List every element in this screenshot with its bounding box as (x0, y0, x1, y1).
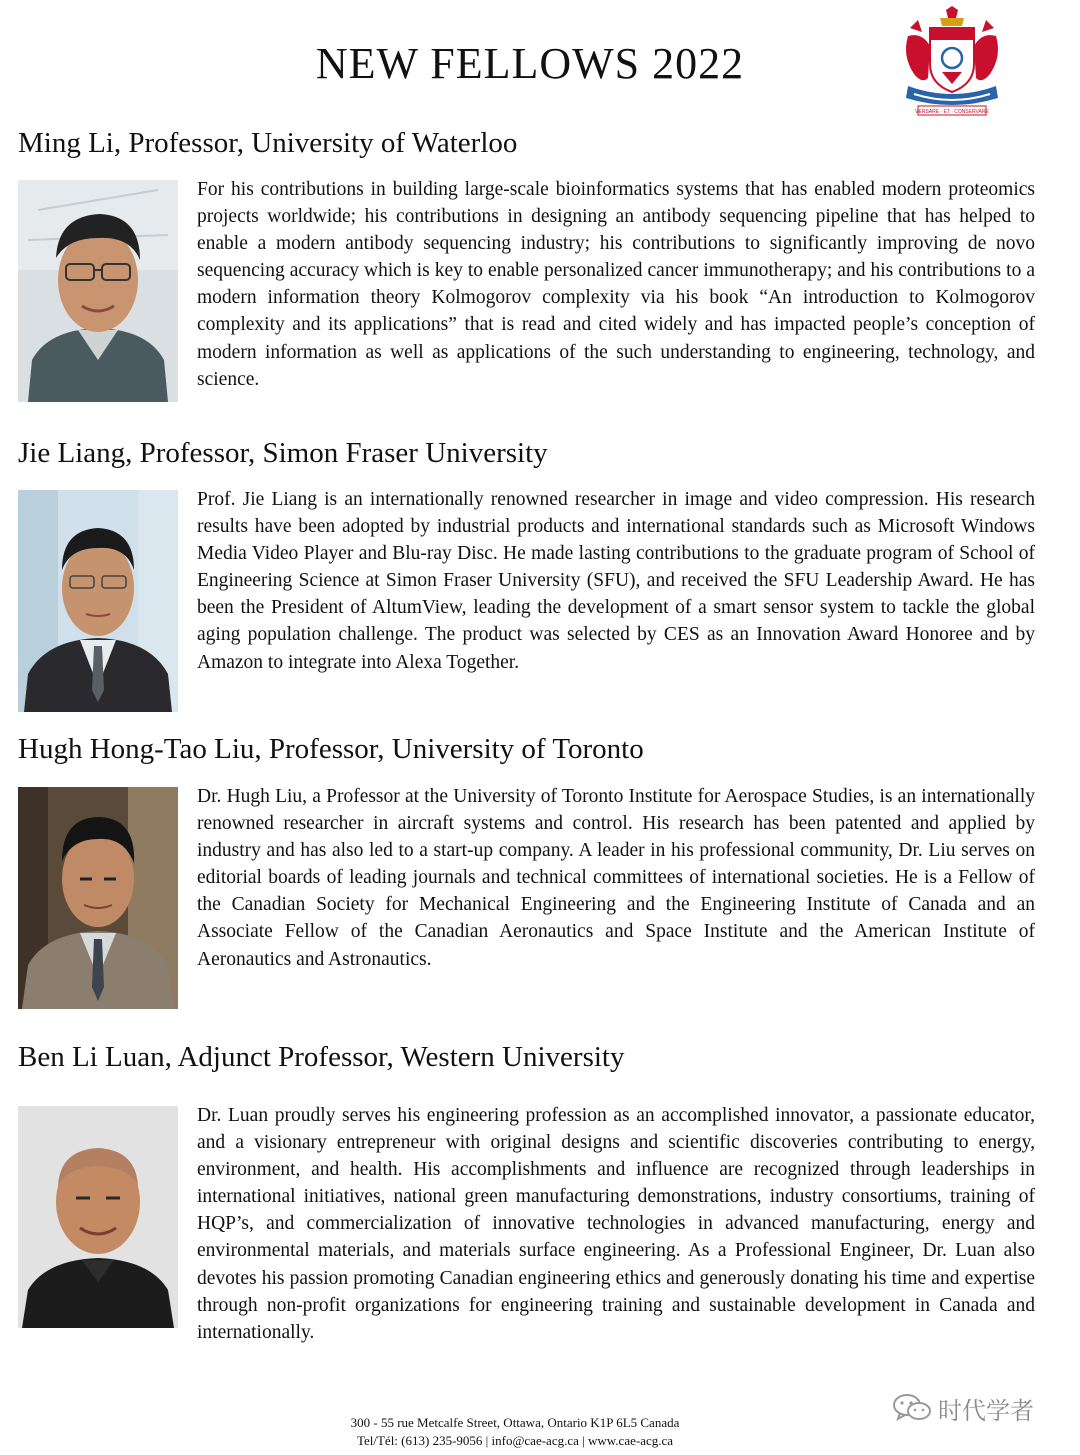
fellow-bio: Dr. Luan proudly serves his engineering profession as an accomplished innovator, a passionate educator, and a visionary entrepreneur with original designs and scientific discoveries contributing to energy, environment, and health. His accomplishments and influence are recognized through leaderships in international initiatives, national green manufacturing demonstrations, industry consortiums, training of HQP’s, and commercialization of innovative technologies in advanced manufacturing, energy and environmental materials, and materials surface engineering. As a Professional Engineer, Dr. Luan also devotes his passion promoting Canadian engineering ethics and generously donating his time and expertise through non-profit organizations for engineering training and sustainable development in Canada and internationally. (197, 1105, 1035, 1343)
fellow-photo (18, 490, 178, 712)
fellow-name: Jie Liang, Professor, Simon Fraser University (18, 437, 548, 469)
fellow-bio: Dr. Hugh Liu, a Professor at the University of Toronto Institute for Aerospace Studies, is an internationally renowned researcher in aircraft systems and control. His research has been patented and applied by industry and has also led to a start-up company. A leader in his professional community, Dr. Liu serves on editorial boards of leading journals and technical committees of international societies. He is a Fellow of the Canadian Society for Mechanical Engineering and the Engineering Institute of Canada and an Associate Fellow of the Canadian Aeronautics and Space Institute and the American Institute of Aeronautics and Astronautics. (197, 786, 1035, 970)
wechat-icon (892, 1392, 932, 1424)
crest-logo (900, 6, 1004, 118)
fellow-photo (18, 1106, 178, 1328)
crest-motto: VERSARE · ET · CONSERVARE (915, 109, 989, 115)
footer-contact: Tel/Tél: (613) 235-9056 | info@cae-acg.ca | www.cae-acg.ca (356, 1433, 674, 1448)
fellow-bio: For his contributions in building large-scale bioinformatics systems that has enabled modern proteomics projects worldwide; his contributions in designing an antibody sequencing pipeline that has helped to enable a modern antibody sequencing industry; his contributions to significantly improving de novo sequencing accuracy which is key to enable personalized cancer immunotherapy; and his contributions to a modern information theory Kolmogorov complexity via his book “An introduction to Kolmogorov complexity and its applications” that is read and cited widely and has impacted people’s conception of modern information as well as applications of the such understanding to engineering, technology, and science. (197, 179, 1035, 390)
fellow-photo (18, 180, 178, 402)
page-title: NEW FELLOWS 2022 (315, 39, 745, 88)
fellow-photo (18, 787, 178, 1009)
portrait-icon (18, 180, 178, 402)
portrait-icon (18, 787, 178, 1009)
fellow-name: Hugh Hong-Tao Liu, Professor, University of Toronto (18, 733, 644, 765)
portrait-icon (18, 1106, 178, 1328)
footer (240, 1414, 790, 1450)
portrait-icon (18, 490, 178, 712)
fellow-name: Ming Li, Professor, University of Waterloo (18, 127, 518, 159)
footer-address: 300 - 55 rue Metcalfe Street, Ottawa, Ontario K1P 6L5 Canada (350, 1415, 680, 1430)
fellow-bio: Prof. Jie Liang is an internationally renowned researcher in image and video compression. His research results have been adopted by industrial products and international standards such as Microsoft Windows Media Video Player and Blu-ray Disc. He made lasting contributions to the graduate program of School of Engineering Science at Simon Fraser University (SFU), and received the SFU Leadership Award. He has been the President of AltumView, leading the development of a smart sensor system to tackle the global aging population challenge. The product was selected by CES as an Innovation Award Honoree and by Amazon to integrate into Alexa Together. (197, 489, 1035, 673)
fellow-name: Ben Li Luan, Adjunct Professor, Western University (18, 1041, 625, 1073)
watermark-text: 时代学者 (938, 1396, 1034, 1425)
watermark (892, 1390, 1034, 1426)
